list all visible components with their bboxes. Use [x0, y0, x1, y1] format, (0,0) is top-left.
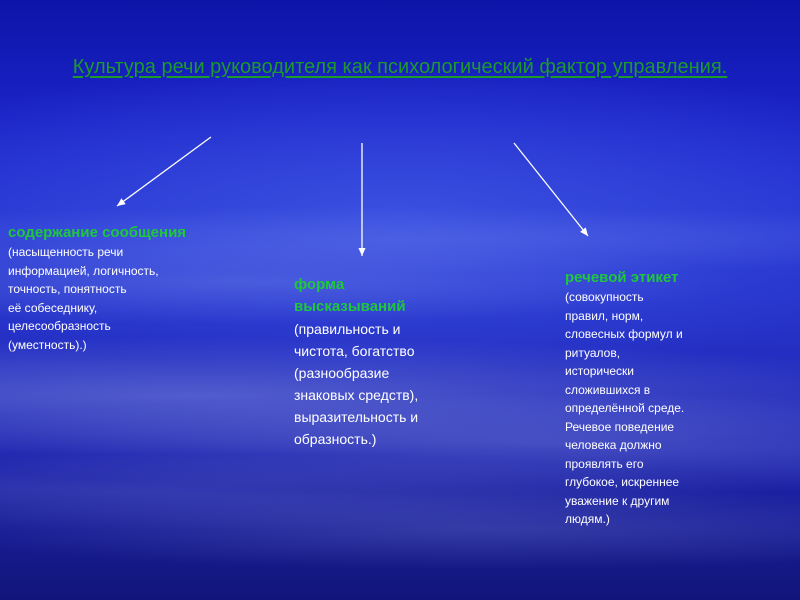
block-text-statement-form: (правильность и чистота, богатство (разнообразие знаковых средств), выразительность и образность.) [294, 321, 419, 447]
block-text-speech-etiquette: (совокупность правил, норм, словесных формул и ритуалов, исторически сложившихся в определённой среде. Речевое поведение человека должно проявлять его глубокое, искреннее уважение к другим людям.) [565, 290, 685, 526]
arrow-to-content-icon [117, 137, 211, 206]
block-heading-statement-form: форма высказываний [294, 276, 406, 315]
slide-title: Культура речи руководителя как психологический фактор управления. [72, 56, 728, 78]
block-heading-speech-etiquette: речевой этикет [565, 269, 679, 286]
block-heading-message-content: содержание сообщения [8, 224, 187, 241]
arrow-to-etiquette-icon [514, 143, 588, 236]
block-speech-etiquette [565, 268, 795, 529]
block-message-content [8, 223, 278, 355]
block-statement-form [294, 274, 494, 450]
block-text-message-content: (насыщенность речи информацией, логичность, точность, понятность её собеседнику, целесообразность (уместность).) [8, 245, 159, 352]
